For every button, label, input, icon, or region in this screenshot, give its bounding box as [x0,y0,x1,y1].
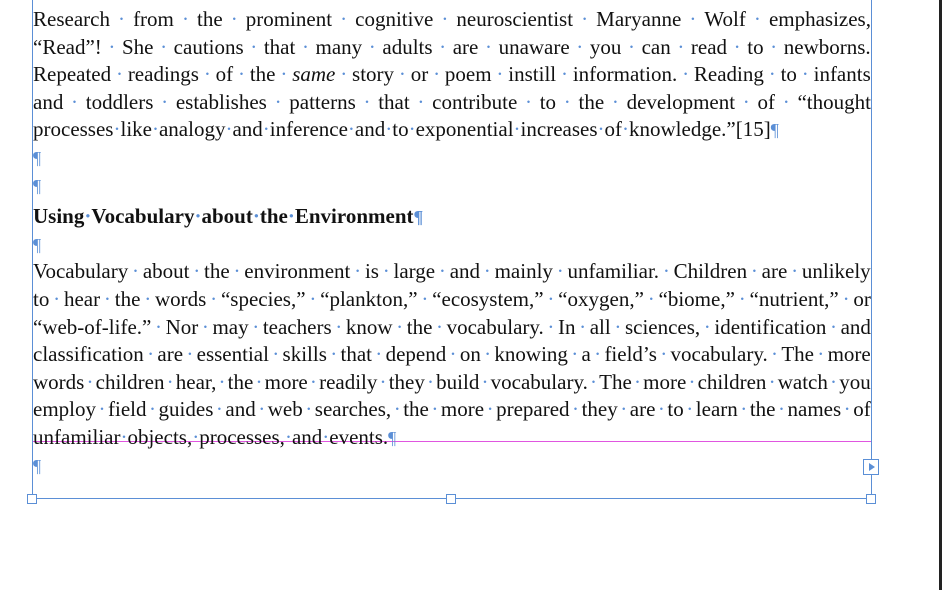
frame-handle-bottom-left[interactable] [27,494,37,504]
heading-text: Using·Vocabulary·about·the·Environment [33,204,414,229]
text-line: Vocabulary · about · the · environment · is · large · and · mainly · unfamiliar. · Children · are · unlikely [33,259,871,284]
section-heading: Using·Vocabulary·about·the·Environment¶ [33,204,424,229]
text-line: to · hear · the · words · “species,” · “plankton,” · “ecosystem,” · “oxygen,” · “biome,” · “nutrient,” · or [33,286,871,311]
text-line: employ · field · guides · and · web · searches, · the · more · prepared · they · are · to · learn · the · names · of [33,397,871,422]
paragraph-1 [33,6,871,144]
paragraph-2 [33,258,871,451]
frame-handle-bottom-right[interactable] [866,494,876,504]
text-line: unfamiliar·objects,·processes,·and·events.¶ [33,424,397,449]
empty-paragraph-mark: ¶ [33,175,42,196]
text-frame-right-edge [871,0,872,499]
text-line: Repeated · readings · of · the · same · story · or · poem · instill · information. · Reading · to · infants [33,62,871,87]
text-line: classification · are · essential · skills · that · depend · on · knowing · a · field’s · vocabulary. · The · more [33,342,871,367]
text-line: processes·like·analogy·and·inference·and·to·exponential·increases·of·knowledge.”[15]¶ [33,117,779,142]
text-line: and · toddlers · establishes · patterns · that · contribute · to · the · development · of · “thought [33,89,871,114]
empty-paragraph-mark: ¶ [33,234,42,255]
text-line: words · children · hear, · the · more · readily · they · build · vocabulary. · The · more · children · watch · you [33,369,871,394]
text-line: “Read”! · She · cautions · that · many · adults · are · unaware · you · can · read · to · newborns. [33,34,871,59]
empty-paragraph-mark: ¶ [33,147,42,168]
text-frame-story[interactable] [33,6,871,479]
frame-handle-bottom-center[interactable] [446,494,456,504]
text-line: Research · from · the · prominent · cognitive · neuroscientist · Maryanne · Wolf · emphasizes, [33,7,871,31]
text-line: “web-of-life.” · Nor · may · teachers · know · the · vocabulary. · In · all · sciences, · identification · and [33,314,871,339]
empty-paragraph-mark: ¶ [33,455,42,476]
text-frame-out-port[interactable] [863,459,879,475]
